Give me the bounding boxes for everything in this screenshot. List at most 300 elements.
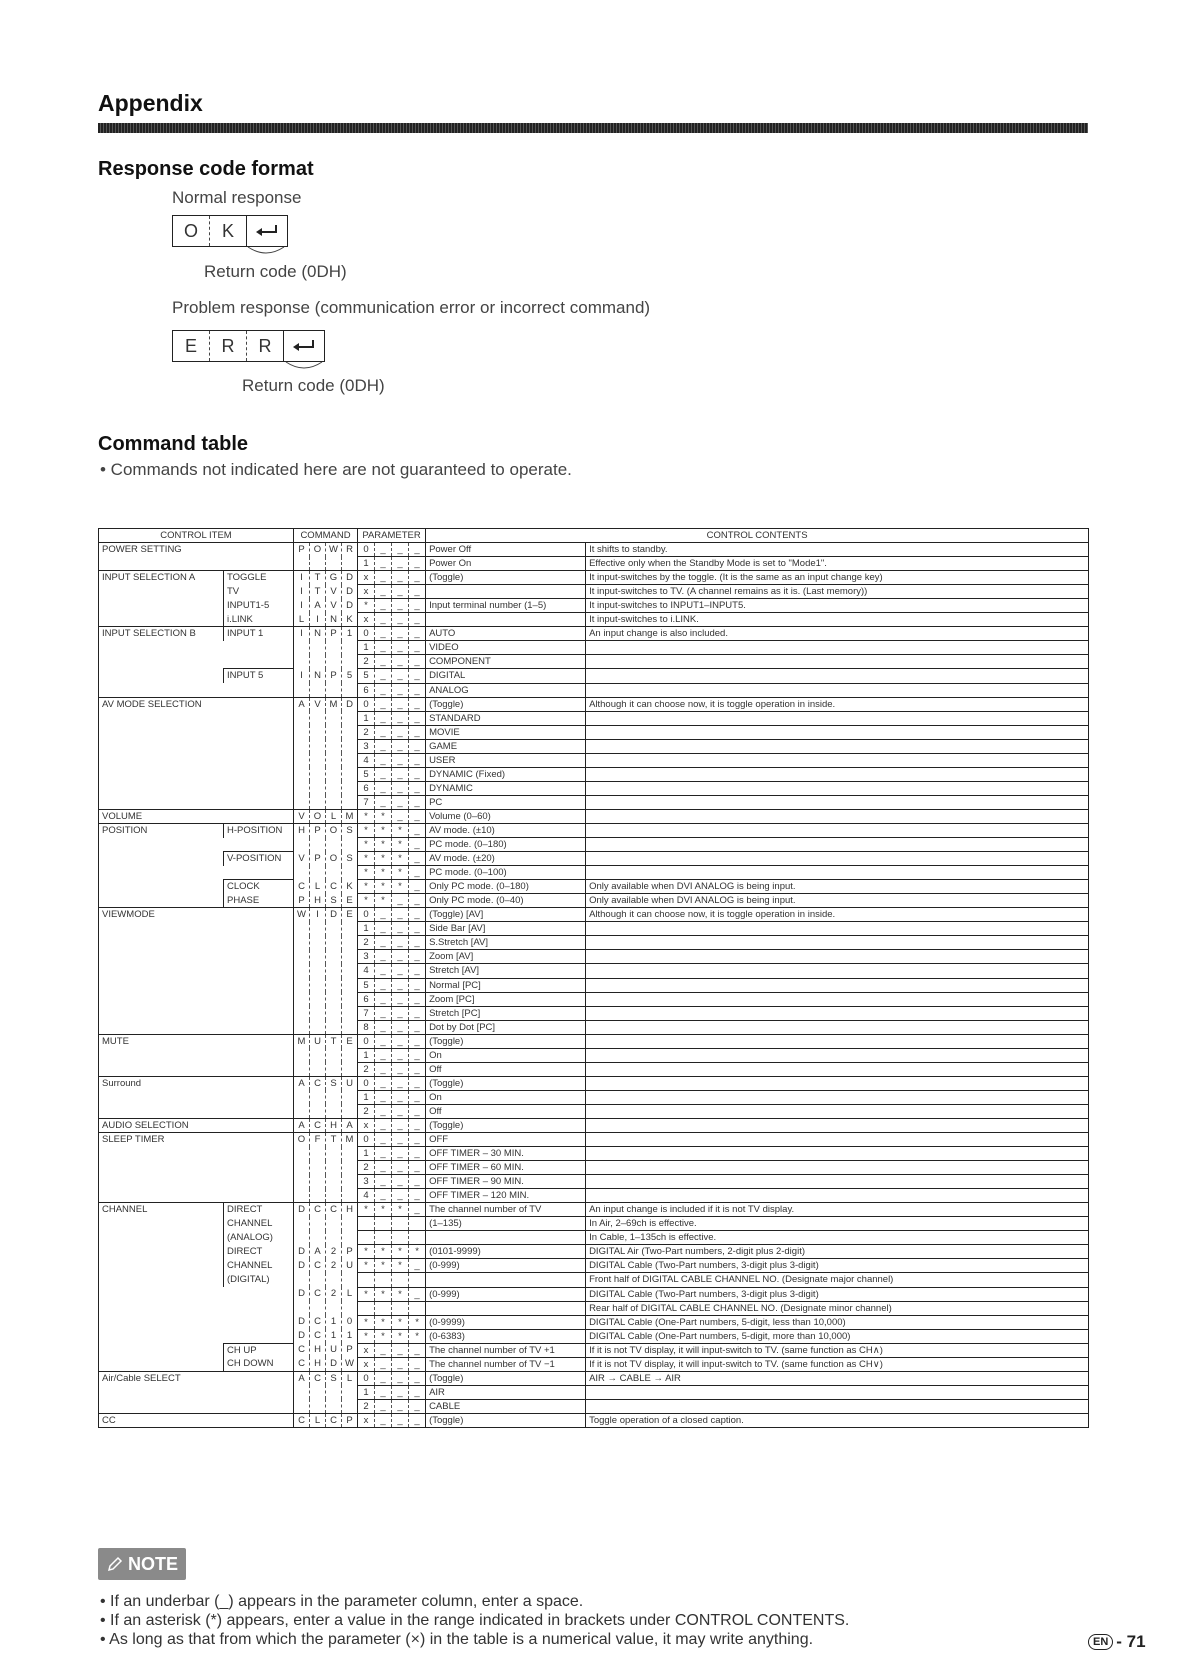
- cell-sub-item: [224, 1118, 294, 1132]
- cell-cmd-2: C: [310, 1287, 326, 1301]
- cell-cmd-4: [342, 838, 358, 852]
- cell-sub-item: [224, 1147, 294, 1161]
- cell-cmd-2: U: [310, 1034, 326, 1048]
- cell-param-2: _: [375, 950, 392, 964]
- table-row: [99, 725, 1089, 739]
- table-row: [99, 655, 1089, 669]
- cell-cmd-1: P: [294, 894, 310, 908]
- cell-cmd-3: H: [326, 1118, 342, 1132]
- cell-param-1: 2: [358, 725, 375, 739]
- cell-param-4: _: [409, 1357, 426, 1371]
- cell-item: [99, 1287, 224, 1301]
- note-badge: [98, 1548, 186, 1580]
- cell-param-3: _: [392, 753, 409, 767]
- cell-parameter-desc: Off: [426, 1062, 586, 1076]
- cell-param-3: _: [392, 1413, 409, 1427]
- cell-cmd-2: F: [310, 1133, 326, 1147]
- cell-cmd-1: [294, 866, 310, 880]
- table-row: [99, 1273, 1089, 1287]
- cell-param-2: *: [375, 1259, 392, 1273]
- cell-param-4: _: [409, 1343, 426, 1357]
- table-row: [99, 1413, 1089, 1427]
- cell-item: [99, 655, 224, 669]
- cell-cmd-2: [310, 1217, 326, 1231]
- cell-param-1: x: [358, 1343, 375, 1357]
- cell-item: INPUT SELECTION A: [99, 571, 224, 585]
- cell-contents: [586, 1147, 1089, 1161]
- table-row: [99, 1245, 1089, 1259]
- cell-param-2: _: [375, 571, 392, 585]
- cell-cmd-1: [294, 767, 310, 781]
- cell-cmd-1: [294, 1189, 310, 1203]
- table-row: [99, 1062, 1089, 1076]
- cell-cmd-1: [294, 795, 310, 809]
- col-header-control-item: CONTROL ITEM: [99, 529, 294, 543]
- cell-param-4: _: [409, 1076, 426, 1090]
- cell-cmd-4: [342, 992, 358, 1006]
- cell-cmd-1: D: [294, 1315, 310, 1329]
- cell-cmd-4: [342, 964, 358, 978]
- cell-cmd-3: 1: [326, 1329, 342, 1343]
- cell-cmd-4: 1: [342, 1329, 358, 1343]
- table-row: [99, 908, 1089, 922]
- cell-cmd-4: 5: [342, 669, 358, 683]
- cell-parameter-desc: (Toggle): [426, 1076, 586, 1090]
- table-row: [99, 1147, 1089, 1161]
- cell-cmd-1: A: [294, 697, 310, 711]
- cell-param-2: _: [375, 585, 392, 599]
- cell-contents: DIGITAL Cable (Two-Part numbers, 3-digit plus 3-digit): [586, 1287, 1089, 1301]
- cell-param-2: *: [375, 823, 392, 837]
- cell-parameter-desc: Volume (0–60): [426, 809, 586, 823]
- table-row: [99, 1357, 1089, 1371]
- cell-cmd-4: [342, 739, 358, 753]
- cell-contents: In Cable, 1–135ch is effective.: [586, 1231, 1089, 1245]
- cell-cmd-1: [294, 1273, 310, 1287]
- cell-cmd-2: C: [310, 1371, 326, 1385]
- cell-contents: [586, 641, 1089, 655]
- cell-cmd-2: H: [310, 1357, 326, 1371]
- table-row: [99, 1020, 1089, 1034]
- cell-parameter-desc: OFF TIMER – 90 MIN.: [426, 1175, 586, 1189]
- cell-parameter-desc: Dot by Dot [PC]: [426, 1020, 586, 1034]
- cell-param-2: _: [375, 1175, 392, 1189]
- cell-item: [99, 599, 224, 613]
- cell-sub-item: [224, 992, 294, 1006]
- cell-cmd-4: [342, 641, 358, 655]
- cell-item: POSITION: [99, 823, 224, 837]
- cell-cmd-1: [294, 838, 310, 852]
- cell-param-3: _: [392, 725, 409, 739]
- cell-param-2: *: [375, 809, 392, 823]
- cell-contents: Only available when DVI ANALOG is being input.: [586, 894, 1089, 908]
- cell-param-1: 6: [358, 781, 375, 795]
- cell-cmd-4: [342, 557, 358, 571]
- cell-cmd-4: E: [342, 894, 358, 908]
- cell-contents: It input-switches to INPUT1–INPUT5.: [586, 599, 1089, 613]
- cell-cmd-2: L: [310, 880, 326, 894]
- cell-cmd-4: E: [342, 908, 358, 922]
- cell-cmd-4: [342, 1273, 358, 1287]
- table-row: [99, 1048, 1089, 1062]
- cell-item: [99, 880, 224, 894]
- cell-item: [99, 992, 224, 1006]
- cell-contents: [586, 922, 1089, 936]
- cell-item: [99, 1161, 224, 1175]
- cell-cmd-4: D: [342, 599, 358, 613]
- cell-param-3: _: [392, 795, 409, 809]
- cell-cmd-2: I: [310, 613, 326, 627]
- cell-parameter-desc: Only PC mode. (0–180): [426, 880, 586, 894]
- cell-param-4: _: [409, 1259, 426, 1273]
- cell-contents: [586, 852, 1089, 866]
- cell-param-3: *: [392, 1329, 409, 1343]
- cell-cmd-3: 1: [326, 1315, 342, 1329]
- cell-contents: If it is not TV display, it will input-switch to TV. (same function as CH∧): [586, 1343, 1089, 1357]
- cell-param-3: _: [392, 1357, 409, 1371]
- cell-cmd-2: [310, 1090, 326, 1104]
- cell-item: [99, 1048, 224, 1062]
- cell-cmd-1: [294, 950, 310, 964]
- cell-param-1: 3: [358, 950, 375, 964]
- cell-parameter-desc: PC: [426, 795, 586, 809]
- cell-cmd-3: [326, 1090, 342, 1104]
- cell-param-3: *: [392, 1259, 409, 1273]
- cell-param-1: 6: [358, 683, 375, 697]
- cell-parameter-desc: VIDEO: [426, 641, 586, 655]
- cell-cmd-4: [342, 753, 358, 767]
- cell-item: INPUT SELECTION B: [99, 627, 224, 641]
- cell-sub-item: V-POSITION: [224, 852, 294, 866]
- cell-param-1: 5: [358, 767, 375, 781]
- cell-param-1: [358, 1301, 375, 1315]
- cell-item: [99, 1301, 224, 1315]
- cell-param-1: [358, 1217, 375, 1231]
- cell-param-3: _: [392, 1161, 409, 1175]
- cell-cmd-4: L: [342, 1371, 358, 1385]
- cell-param-2: _: [375, 1371, 392, 1385]
- cell-item: [99, 866, 224, 880]
- cell-item: [99, 922, 224, 936]
- cell-param-1: 0: [358, 1034, 375, 1048]
- cell-param-4: _: [409, 950, 426, 964]
- cell-contents: [586, 1048, 1089, 1062]
- table-row: [99, 641, 1089, 655]
- cell-cmd-3: V: [326, 585, 342, 599]
- cell-contents: [586, 1104, 1089, 1118]
- table-row: [99, 1161, 1089, 1175]
- cell-parameter-desc: (1–135): [426, 1217, 586, 1231]
- cell-param-4: _: [409, 1161, 426, 1175]
- code-char: R: [210, 331, 247, 361]
- return-key-icon: [283, 331, 324, 361]
- cell-sub-item: [224, 866, 294, 880]
- cell-cmd-2: [310, 655, 326, 669]
- cell-cmd-2: O: [310, 543, 326, 557]
- cell-param-3: _: [392, 683, 409, 697]
- cell-contents: If it is not TV display, it will input-switch to TV. (same function as CH∨): [586, 1357, 1089, 1371]
- cell-param-1: x: [358, 1357, 375, 1371]
- cell-sub-item: [224, 683, 294, 697]
- cell-param-3: _: [392, 1076, 409, 1090]
- cell-param-2: [375, 1217, 392, 1231]
- cell-contents: Front half of DIGITAL CABLE CHANNEL NO. (Designate major channel): [586, 1273, 1089, 1287]
- cell-cmd-3: P: [326, 627, 342, 641]
- cell-param-3: _: [392, 711, 409, 725]
- cell-cmd-2: [310, 781, 326, 795]
- cell-sub-item: [224, 809, 294, 823]
- cell-item: [99, 1175, 224, 1189]
- cell-param-1: 0: [358, 1371, 375, 1385]
- note-line: • As long as that from which the parameter (×) in the table is a numerical value, it may write anything.: [100, 1631, 814, 1648]
- normal-response-label: Normal response: [172, 188, 302, 207]
- cell-parameter-desc: Zoom [PC]: [426, 992, 586, 1006]
- cell-item: [99, 838, 224, 852]
- col-header-command: COMMAND: [294, 529, 358, 543]
- cell-cmd-2: [310, 641, 326, 655]
- table-row: [99, 1076, 1089, 1090]
- cell-parameter-desc: On: [426, 1090, 586, 1104]
- cell-param-3: *: [392, 1245, 409, 1259]
- cell-parameter-desc: PC mode. (0–100): [426, 866, 586, 880]
- cell-cmd-2: [310, 1104, 326, 1118]
- cell-parameter-desc: (0-9999): [426, 1315, 586, 1329]
- cell-param-1: 1: [358, 711, 375, 725]
- cell-param-2: *: [375, 1329, 392, 1343]
- cell-cmd-4: [342, 725, 358, 739]
- cell-item: [99, 683, 224, 697]
- cell-item: [99, 1329, 224, 1343]
- cell-param-2: _: [375, 725, 392, 739]
- cell-cmd-1: D: [294, 1329, 310, 1343]
- cell-sub-item: INPUT 1: [224, 627, 294, 641]
- table-row: [99, 838, 1089, 852]
- cell-cmd-3: O: [326, 823, 342, 837]
- cell-param-1: *: [358, 1203, 375, 1217]
- cell-param-1: x: [358, 613, 375, 627]
- cell-cmd-2: [310, 1273, 326, 1287]
- cell-item: [99, 781, 224, 795]
- cell-cmd-1: [294, 683, 310, 697]
- cell-cmd-3: C: [326, 880, 342, 894]
- cell-param-2: _: [375, 1090, 392, 1104]
- cell-cmd-4: L: [342, 1287, 358, 1301]
- cell-param-4: _: [409, 725, 426, 739]
- cell-cmd-2: N: [310, 627, 326, 641]
- cell-sub-item: [224, 1020, 294, 1034]
- cell-cmd-3: G: [326, 571, 342, 585]
- cell-cmd-2: P: [310, 823, 326, 837]
- cell-param-2: _: [375, 599, 392, 613]
- cell-contents: It input-switches by the toggle. (It is the same as an input change key): [586, 571, 1089, 585]
- cell-sub-item: CLOCK: [224, 880, 294, 894]
- cell-parameter-desc: Only PC mode. (0–40): [426, 894, 586, 908]
- cell-param-2: _: [375, 1161, 392, 1175]
- cell-contents: Although it can choose now, it is toggle operation in inside.: [586, 908, 1089, 922]
- cell-param-3: *: [392, 823, 409, 837]
- cell-param-4: _: [409, 781, 426, 795]
- cell-cmd-1: C: [294, 880, 310, 894]
- cell-cmd-3: S: [326, 894, 342, 908]
- cell-param-4: _: [409, 543, 426, 557]
- cell-param-2: [375, 1231, 392, 1245]
- cell-param-2: _: [375, 908, 392, 922]
- code-char: R: [258, 336, 272, 356]
- cell-param-3: _: [392, 641, 409, 655]
- cell-param-4: _: [409, 809, 426, 823]
- cell-param-4: _: [409, 1399, 426, 1413]
- table-row: [99, 1189, 1089, 1203]
- cell-item: [99, 1343, 224, 1357]
- cell-cmd-4: [342, 922, 358, 936]
- cell-param-4: _: [409, 669, 426, 683]
- cell-param-4: _: [409, 908, 426, 922]
- cell-sub-item: H-POSITION: [224, 823, 294, 837]
- cell-parameter-desc: (Toggle): [426, 1371, 586, 1385]
- cell-param-4: [409, 1231, 426, 1245]
- cell-parameter-desc: (Toggle) [AV]: [426, 908, 586, 922]
- table-header-row: [99, 529, 1089, 543]
- cell-cmd-4: [342, 781, 358, 795]
- cell-contents: [586, 781, 1089, 795]
- cell-cmd-2: L: [310, 1413, 326, 1427]
- cell-cmd-3: [326, 795, 342, 809]
- cell-cmd-1: O: [294, 1133, 310, 1147]
- cell-cmd-4: H: [342, 1203, 358, 1217]
- cell-param-2: _: [375, 795, 392, 809]
- cell-sub-item: [224, 1287, 294, 1301]
- cell-cmd-3: [326, 1231, 342, 1245]
- cell-cmd-3: S: [326, 1076, 342, 1090]
- cell-item: CHANNEL: [99, 1203, 224, 1217]
- cell-cmd-3: [326, 1147, 342, 1161]
- cell-cmd-1: D: [294, 1287, 310, 1301]
- cell-param-3: _: [392, 1104, 409, 1118]
- cell-cmd-2: [310, 711, 326, 725]
- cell-param-1: [358, 1231, 375, 1245]
- cell-cmd-4: S: [342, 852, 358, 866]
- cell-item: [99, 1062, 224, 1076]
- cell-cmd-3: S: [326, 1371, 342, 1385]
- cell-cmd-3: [326, 1175, 342, 1189]
- cell-param-4: _: [409, 1287, 426, 1301]
- cell-parameter-desc: OFF TIMER – 60 MIN.: [426, 1161, 586, 1175]
- cell-cmd-1: [294, 781, 310, 795]
- cell-cmd-4: [342, 1020, 358, 1034]
- cell-cmd-2: [310, 978, 326, 992]
- cell-sub-item: INPUT 5: [224, 669, 294, 683]
- cell-cmd-4: [342, 1161, 358, 1175]
- cell-param-3: _: [392, 1062, 409, 1076]
- code-char: E: [173, 331, 210, 361]
- cell-param-4: _: [409, 823, 426, 837]
- cell-sub-item: [224, 838, 294, 852]
- cell-cmd-3: [326, 978, 342, 992]
- cell-sub-item: TV: [224, 585, 294, 599]
- cell-param-1: x: [358, 1118, 375, 1132]
- cell-param-2: _: [375, 683, 392, 697]
- cell-contents: It shifts to standby.: [586, 543, 1089, 557]
- cell-param-1: *: [358, 866, 375, 880]
- cell-cmd-4: M: [342, 809, 358, 823]
- language-badge: EN: [1088, 1634, 1113, 1650]
- problem-response-label: Problem response (communication error or incorrect command): [172, 298, 651, 317]
- cell-param-3: _: [392, 1006, 409, 1020]
- cell-param-3: _: [392, 543, 409, 557]
- cell-item: [99, 978, 224, 992]
- cell-cmd-4: [342, 795, 358, 809]
- cell-item: [99, 557, 224, 571]
- cell-contents: [586, 1020, 1089, 1034]
- cell-param-3: _: [392, 655, 409, 669]
- cell-param-4: _: [409, 1020, 426, 1034]
- cell-param-4: _: [409, 852, 426, 866]
- cell-cmd-3: [326, 781, 342, 795]
- cell-cmd-4: W: [342, 1357, 358, 1371]
- cell-param-1: 8: [358, 1020, 375, 1034]
- cell-contents: [586, 1090, 1089, 1104]
- table-row: [99, 1399, 1089, 1413]
- cell-param-2: _: [375, 739, 392, 753]
- cell-param-1: *: [358, 1329, 375, 1343]
- cell-param-2: *: [375, 852, 392, 866]
- cell-cmd-1: M: [294, 1034, 310, 1048]
- cell-param-4: _: [409, 1371, 426, 1385]
- table-row: [99, 795, 1089, 809]
- cell-parameter-desc: [426, 585, 586, 599]
- cell-param-4: _: [409, 936, 426, 950]
- cell-param-2: _: [375, 767, 392, 781]
- cell-cmd-2: [310, 1385, 326, 1399]
- cell-item: [99, 1273, 224, 1287]
- cell-parameter-desc: OFF: [426, 1133, 586, 1147]
- code-char: O: [173, 216, 210, 246]
- page-number-text: - 71: [1116, 1632, 1146, 1651]
- cell-cmd-3: [326, 964, 342, 978]
- cell-param-1: 0: [358, 908, 375, 922]
- cell-param-1: *: [358, 1287, 375, 1301]
- table-row: [99, 1104, 1089, 1118]
- cell-cmd-1: [294, 1048, 310, 1062]
- cell-param-2: *: [375, 880, 392, 894]
- cell-param-2: _: [375, 1189, 392, 1203]
- cell-cmd-2: [310, 936, 326, 950]
- cell-sub-item: [224, 1385, 294, 1399]
- cell-cmd-2: I: [310, 908, 326, 922]
- cell-cmd-1: [294, 1020, 310, 1034]
- cell-cmd-3: [326, 1006, 342, 1020]
- cell-cmd-3: L: [326, 809, 342, 823]
- cell-sub-item: CHANNEL: [224, 1259, 294, 1273]
- code-char: K: [221, 221, 234, 241]
- cell-param-4: _: [409, 571, 426, 585]
- cell-param-4: _: [409, 1175, 426, 1189]
- cell-cmd-2: [310, 1175, 326, 1189]
- cell-parameter-desc: AV mode. (±20): [426, 852, 586, 866]
- cell-contents: [586, 739, 1089, 753]
- cell-cmd-1: C: [294, 1343, 310, 1357]
- note-line: • If an underbar (_) appears in the parameter column, enter a space.: [100, 1593, 584, 1610]
- cell-item: [99, 936, 224, 950]
- cell-contents: Rear half of DIGITAL CABLE CHANNEL NO. (Designate minor channel): [586, 1301, 1089, 1315]
- cell-cmd-3: [326, 922, 342, 936]
- cell-param-4: [409, 1301, 426, 1315]
- cell-cmd-4: P: [342, 1245, 358, 1259]
- cell-parameter-desc: DYNAMIC (Fixed): [426, 767, 586, 781]
- cell-cmd-1: A: [294, 1076, 310, 1090]
- cell-cmd-3: [326, 683, 342, 697]
- cell-parameter-desc: [426, 1301, 586, 1315]
